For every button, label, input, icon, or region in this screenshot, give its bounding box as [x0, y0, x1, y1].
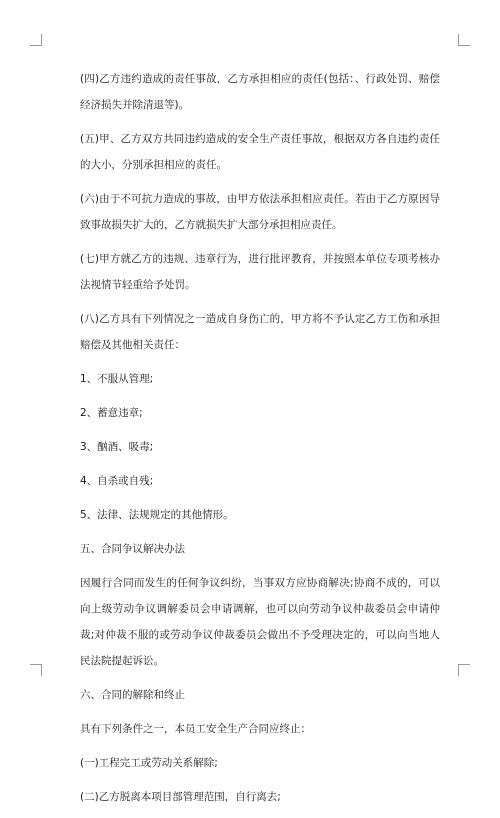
section-heading-termination: 六、合同的解除和终止 [80, 689, 185, 701]
crop-mark-bottom-right [458, 664, 470, 676]
paragraph-exclusions: (八)乙方具有下列情况之一造成自身伤亡的，甲方将不予认定乙方工伤和承担赔偿及其他相关责任： [80, 313, 440, 351]
list-item: 5、法律、法规规定的其他情形。 [80, 509, 234, 521]
list-item: 1、不服从管理; [80, 373, 154, 385]
list-item: (二)乙方脱离本项目部管理范围，自行离去; [80, 791, 281, 803]
crop-mark-top-left [30, 34, 42, 46]
list-item: (一)工程完工或劳动关系解除; [80, 757, 218, 769]
document-body [80, 66, 440, 818]
paragraph-joint-breach: (五)甲、乙方双方共同违约造成的安全生产责任事故，根据双方各自违约责任的大小，分别承担相应的责任。 [80, 133, 440, 171]
list-item: 4、自杀或自残; [80, 475, 154, 487]
list-item: 2、蓄意违章; [80, 407, 143, 419]
paragraph-violation-penalty: (七)甲方就乙方的违规、违章行为，进行批评教育，并按照本单位专项考核办法视情节轻重给予处罚。 [80, 253, 440, 291]
paragraph-force-majeure: (六)由于不可抗力造成的事故，由甲方依法承担相应责任。若由于乙方原因导致事故损失扩大的，乙方就损失扩大部分承担相应责任。 [80, 193, 440, 231]
paragraph-liability-breach-b: (四)乙方违约造成的责任事故，乙方承担相应的责任(包括：、行政处罚、赔偿经济损失并除清退等)。 [80, 73, 440, 111]
section-heading-dispute: 五、合同争议解决办法 [80, 543, 185, 555]
crop-mark-top-right [458, 34, 470, 46]
crop-mark-bottom-left [30, 664, 42, 676]
list-item: 3、酗酒、吸毒; [80, 441, 154, 453]
paragraph-termination-conditions: 具有下列条件之一，本员工安全生产合同应终止： [80, 723, 311, 735]
paragraph-dispute-resolution: 因履行合同而发生的任何争议纠纷，当事双方应协商解决;协商不成的，可以向上级劳动争议调解委员会申请调解，也可以向劳动争议仲裁委员会申请仲裁;对仲裁不服的或劳动争议仲裁委员会做出不予受理决定的，可以向当地人民法院提起诉讼。 [80, 577, 440, 667]
